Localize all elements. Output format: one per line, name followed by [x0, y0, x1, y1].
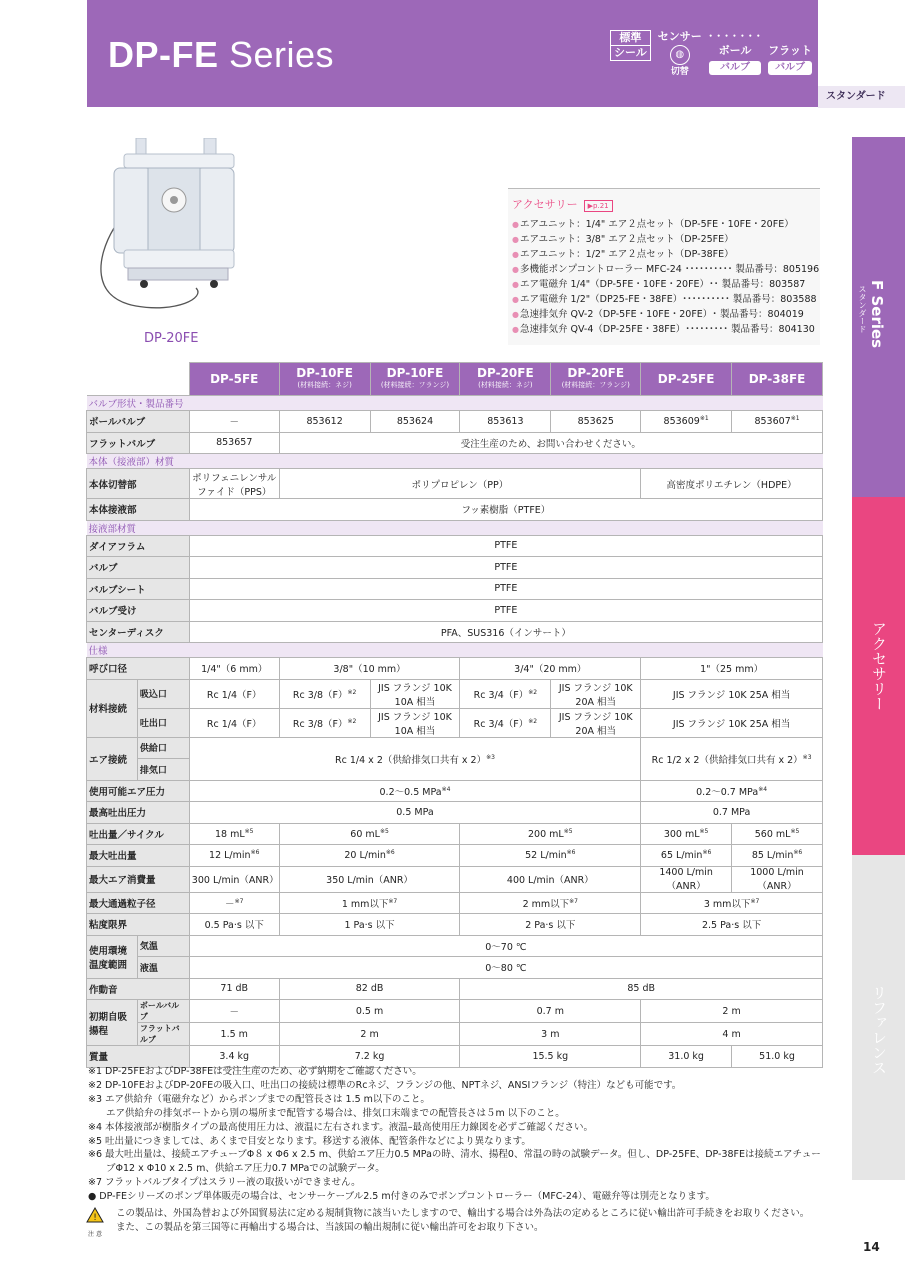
section-row: 接液部材質	[87, 520, 823, 535]
footnote: ブΦ12 x Φ10 x 2.5 m、供給エア圧力0.7 MPaでの試験データ。	[106, 1163, 385, 1175]
ball-valve-icon: • • • • • • • ボール バルブ	[708, 33, 762, 73]
page-number: 14	[863, 1240, 880, 1254]
svg-text:!: !	[93, 1213, 97, 1223]
table-row: フラットバルブ 853657 受注生産のため、お問い合わせください。	[87, 432, 823, 454]
col-header: DP-38FE	[732, 363, 823, 396]
col-header: DP-20FE (材料接続：ネジ)	[460, 363, 551, 396]
list-item: ● 急速排気弁 QV-4（DP-25FE・38FE）･････････ 製品番号：804130	[512, 322, 820, 337]
table-row: 最高吐出圧力 0.5 MPa 0.7 MPa	[87, 802, 823, 824]
table-row: 最大通過粒子径 －$^{※7}$ 1 mm以下$^{※7}$ 2 mm以下$^{※7}$ 3 mm以下$^{※7}$	[87, 892, 823, 914]
col-header: DP-25FE	[641, 363, 732, 396]
table-row: 液温 0～80 ℃	[87, 957, 823, 979]
footnote: ※6 最大吐出量は、接続エアチューブΦ８ x Φ6 x 2.5 m、供給エア圧力0.5 MPaの時、清水、揚程0、常温の時の試験データ。但し、DP-25FE、DP-38FEは接続エアチュー	[88, 1149, 821, 1161]
table-row: センターディスク PFA、SUS316（インサート）	[87, 621, 823, 643]
table-row: 最大吐出量 12 $L/\min^{※6}$ 20 $L/\min^{※6}$ 52 $L/\min^{※6}$ 65 $L/\min^{※6}$ 85 $L/\min^{※6}$	[87, 845, 823, 867]
category-label: スタンダード	[818, 86, 905, 108]
table-row: バルブシート PTFE	[87, 578, 823, 600]
col-header: DP-10FE (材料接続：フランジ)	[370, 363, 460, 396]
table-row: 初期自吸揚程 ボールバルブ － 0.5 m 0.7 m 2 m	[87, 1000, 823, 1023]
page-title: DP-FE Series	[108, 34, 335, 75]
warning-icon: ! 注 意	[86, 1207, 104, 1242]
list-item: ● エアユニット：1/2" エア２点セット（DP-38FE）	[512, 247, 820, 262]
table-row: 材料接続 吸込口 Rc 1/4（F） Rc $3/8(F)^{※2}$ JIS フランジ 10K 10A 相当 Rc $3/4(F)^{※2}$ JIS フランジ 10K 20A 相当 JIS フランジ 10K 25A 相当	[87, 679, 823, 708]
table-row: 吐出口 Rc 1/4（F） Rc $3/8(F)^{※2}$ JIS フランジ 10K 10A 相当 Rc $3/4(F)^{※2}$ JIS フランジ 10K 20A 相当 JIS フランジ 10K 25A 相当	[87, 708, 823, 737]
table-row: 使用可能エア圧力 0.2～0.5 MPa$^{※4}$ 0.2～0.7 MPa$^{※4}$	[87, 780, 823, 802]
table-row: ダイアフラム PTFE	[87, 535, 823, 557]
footnote: ※2 DP-10FEおよびDP-20FEの吸入口、吐出口の接続は標準のRcネジ、フランジの他、NPTネジ、ANSIフランジ（特注）なども可能です。	[88, 1079, 682, 1091]
list-item: ● エアユニット：1/4" エア２点セット（DP-5FE・10FE・20FE）	[512, 217, 820, 232]
table-row: 使用環境温度範囲 気温 0～70 ℃	[87, 935, 823, 957]
accessory-list	[512, 217, 820, 337]
accessory-title: アクセサリー ▶p.21	[512, 196, 820, 212]
col-header: DP-20FE (材料接続：フランジ)	[551, 363, 641, 396]
table-row: フラットバルブ 1.5 m 2 m 3 m 4 m	[87, 1023, 823, 1046]
list-item: ● 急速排気弁 QV-2（DP-5FE・10FE・20FE）･ 製品番号：804019	[512, 307, 820, 322]
export-warning: ! 注 意 この製品は、外国為替および外国貿易法に定める規制貨物に該当いたしますので、輸出する場合は外為法の定めるところに従い輸出許可手続きをお取りください。 また、この製品を第三国等に再輸出する場合は、当該国の輸出規制に従い輸出許可をお取り下さい。	[86, 1207, 823, 1242]
section-row: バルブ形状・製品番号	[87, 396, 823, 411]
flat-valve-icon: フラット バルブ	[768, 44, 812, 73]
tab-reference[interactable]: リファレンス	[852, 855, 905, 1180]
footnotes	[88, 1065, 823, 1204]
list-item: ● エア電磁弁 1/2"（DP25-FE・38FE）･･････････ 製品番号：803588	[512, 292, 820, 307]
section-row: 仕様	[87, 643, 823, 658]
page-ref-link[interactable]: ▶p.21	[584, 200, 613, 212]
table-row: ボールバルブ － 853612 853624 853613 853625 853609$^{※1}$ 853607$^{※1}$	[87, 411, 823, 433]
list-item: ● エア電磁弁 1/4"（DP-5FE・10FE・20FE）･･ 製品番号：803587	[512, 277, 820, 292]
footnote: ※5 吐出量につきましては、あくまで目安となります。移送する液体、配管条件などにより異なります。	[88, 1135, 531, 1147]
table-row: 吐出量／サイクル 18 $mL^{※5}$ 60 $mL^{※5}$ 200 $mL^{※5}$ 300 $mL^{※5}$ 560 $mL^{※5}$	[87, 823, 823, 845]
footnote: ※1 DP-25FEおよびDP-38FEは受注生産のため、必ず納期をご確認ください。	[88, 1066, 422, 1077]
tab-accessory[interactable]: アクセサリー	[852, 497, 905, 855]
table-row: 本体切替部 ポリフェニレンサルファイド（PPS） ポリプロピレン（PP） 高密度ポリエチレン（HDPE）	[87, 469, 823, 499]
tab-f-series[interactable]: F Series スタンダード	[852, 137, 905, 497]
table-row: バルブ PTFE	[87, 557, 823, 579]
table-row: 最大エア消費量 300 L/min（ANR） 350 L/min（ANR） 400 L/min（ANR） 1400 L/min（ANR） 1000 L/min（ANR）	[87, 866, 823, 892]
table-row: 排気口	[87, 759, 823, 781]
sensor-switch-icon: センサー ◍ 切替	[657, 30, 702, 77]
col-header: DP-5FE	[189, 363, 279, 396]
table-row: エア接続 供給口 Rc 1/4 x 2（供給排気口共有 x 2）$^{※3}$ Rc 1/2 x 2（供給排気口共有 x 2）$^{※3}$	[87, 737, 823, 759]
table-row: 質量 3.4 kg 7.2 kg 15.5 kg 31.0 kg 51.0 kg	[87, 1046, 823, 1068]
standard-seal-icon: 標準 シール	[610, 30, 651, 61]
footnote: ● DP-FEシリーズのポンプ単体販売の場合は、センサーケーブル2.5 m付きのみでポンプコントローラー（MFC-24）、電磁弁等は別売となります。	[88, 1191, 715, 1203]
product-caption: DP-20FE	[144, 331, 199, 346]
footnote: ※7 フラットバルブタイプはスラリー液の取扱いができません。	[88, 1177, 361, 1189]
footnote: ※4 本体接液部が樹脂タイプの最高使用圧力は、液温に左右されます。液温–最高使用圧力線図を必ずご確認ください。	[88, 1121, 594, 1133]
table-row: 本体接液部 フッ素樹脂（PTFE）	[87, 499, 823, 521]
spec-table	[86, 362, 823, 1068]
footnote: ※3 エア供給弁（電磁弁など）からポンプまでの配管長さは 1.5 m以下のこと。	[88, 1093, 430, 1105]
feature-icons	[610, 30, 812, 79]
section-row: 本体（接液部）材質	[87, 454, 823, 469]
page-header	[87, 0, 818, 107]
pump-image	[96, 138, 246, 318]
col-header: DP-10FE (材料接続：ネジ)	[279, 363, 370, 396]
table-row: 作動音 71 dB 82 dB 85 dB	[87, 978, 823, 1000]
table-row: バルブ受け PTFE	[87, 600, 823, 622]
table-row: 呼び口径 1/4"（6 mm） 3/8"（10 mm） 3/4"（20 mm） 1"（25 mm）	[87, 658, 823, 680]
list-item: ● エアユニット：3/8" エア２点セット（DP-25FE）	[512, 232, 820, 247]
list-item: ● 多機能ポンプコントローラー MFC-24 ･･････････ 製品番号：805196	[512, 262, 820, 277]
table-header-row	[87, 363, 823, 396]
table-row: 粘度限界 0.5 Pa·s 以下 1 Pa·s 以下 2 Pa·s 以下 2.5 Pa·s 以下	[87, 914, 823, 936]
footnote: エア供給弁の排気ポートから別の場所まで配管する場合は、排気口末端までの配管長さは５m 以下のこと。	[106, 1107, 565, 1119]
accessory-box	[508, 188, 820, 345]
